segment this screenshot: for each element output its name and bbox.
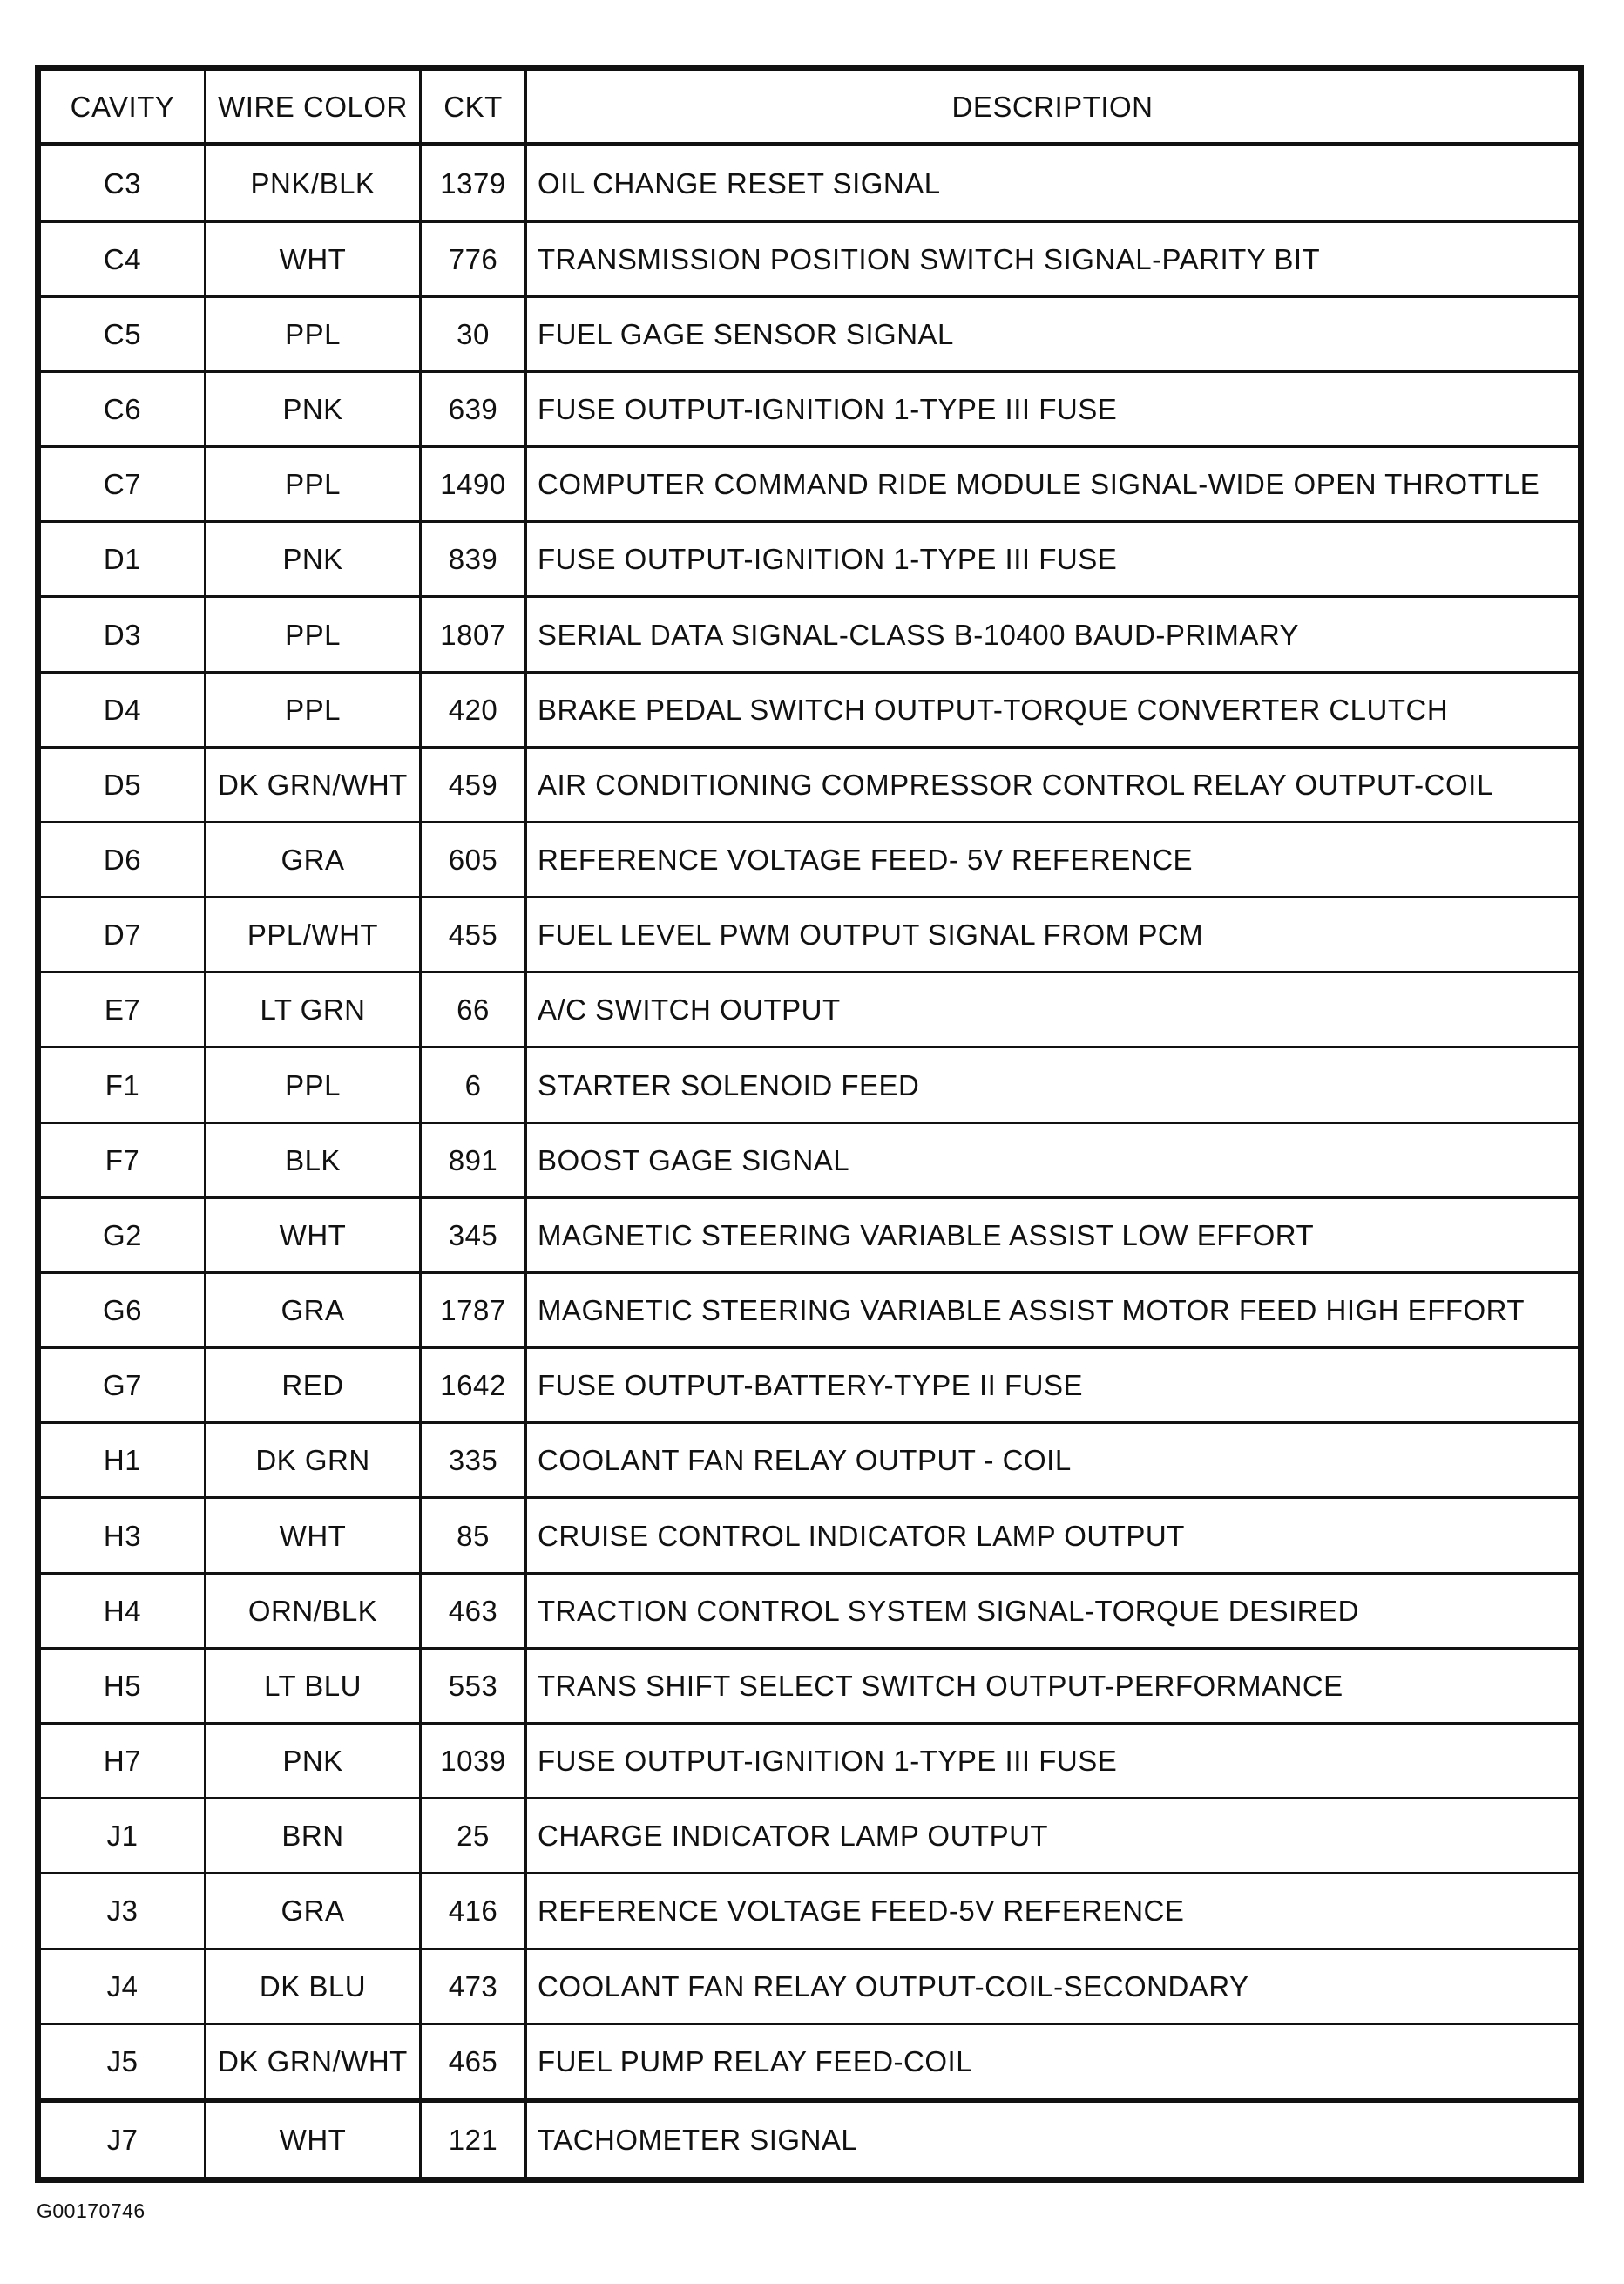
table-row (40, 522, 1580, 597)
cell-description: FUEL LEVEL PWM OUTPUT SIGNAL FROM PCM (526, 898, 1580, 973)
table-row (40, 1047, 1580, 1122)
cell-wire-color: PPL (206, 597, 421, 672)
cell-description: TRANS SHIFT SELECT SWITCH OUTPUT-PERFORMANCE (526, 1648, 1580, 1723)
cell-description: COOLANT FAN RELAY OUTPUT - COIL (526, 1423, 1580, 1498)
cell-cavity: C4 (40, 221, 206, 296)
table-row (40, 822, 1580, 897)
table-row (40, 1573, 1580, 1648)
figure-code: G00170746 (37, 2199, 145, 2222)
cell-cavity: F7 (40, 1122, 206, 1197)
cell-cavity: G2 (40, 1197, 206, 1272)
cell-ckt: 1807 (421, 597, 526, 672)
cell-ckt: 839 (421, 522, 526, 597)
cell-ckt: 121 (421, 2101, 526, 2179)
cell-wire-color: PPL (206, 1047, 421, 1122)
cell-ckt: 345 (421, 1197, 526, 1272)
cell-description: MAGNETIC STEERING VARIABLE ASSIST MOTOR FEED HIGH EFFORT (526, 1272, 1580, 1347)
cell-ckt: 1787 (421, 1272, 526, 1347)
cell-cavity: J5 (40, 2023, 206, 2101)
cell-description: CHARGE INDICATOR LAMP OUTPUT (526, 1799, 1580, 1874)
table-row (40, 1272, 1580, 1347)
cell-wire-color: GRA (206, 1874, 421, 1949)
cell-wire-color: ORN/BLK (206, 1573, 421, 1648)
cell-description: FUSE OUTPUT-IGNITION 1-TYPE III FUSE (526, 522, 1580, 597)
cell-wire-color: PPL (206, 672, 421, 747)
cell-wire-color: DK GRN (206, 1423, 421, 1498)
cell-cavity: H3 (40, 1498, 206, 1573)
cell-ckt: 85 (421, 1498, 526, 1573)
cell-description: CRUISE CONTROL INDICATOR LAMP OUTPUT (526, 1498, 1580, 1573)
cell-cavity: J1 (40, 1799, 206, 1874)
cell-description: COOLANT FAN RELAY OUTPUT-COIL-SECONDARY (526, 1949, 1580, 2023)
cell-ckt: 1490 (421, 447, 526, 522)
cell-description: STARTER SOLENOID FEED (526, 1047, 1580, 1122)
table-row (40, 1197, 1580, 1272)
cell-cavity: H5 (40, 1648, 206, 1723)
cell-cavity: D1 (40, 522, 206, 597)
cell-ckt: 1379 (421, 145, 526, 222)
cell-cavity: D3 (40, 597, 206, 672)
header-ckt: CKT (421, 71, 526, 145)
cell-description: AIR CONDITIONING COMPRESSOR CONTROL RELAY OUTPUT-COIL (526, 747, 1580, 822)
cell-cavity: C5 (40, 296, 206, 371)
cell-wire-color: GRA (206, 822, 421, 897)
cell-ckt: 455 (421, 898, 526, 973)
cell-wire-color: LT BLU (206, 1648, 421, 1723)
cell-description: SERIAL DATA SIGNAL-CLASS B-10400 BAUD-PRIMARY (526, 597, 1580, 672)
cell-cavity: H4 (40, 1573, 206, 1648)
cell-description: COMPUTER COMMAND RIDE MODULE SIGNAL-WIDE OPEN THROTTLE (526, 447, 1580, 522)
table-row (40, 145, 1580, 222)
cell-wire-color: DK GRN/WHT (206, 747, 421, 822)
cell-cavity: D4 (40, 672, 206, 747)
cell-description: FUSE OUTPUT-BATTERY-TYPE II FUSE (526, 1348, 1580, 1423)
cell-description: BOOST GAGE SIGNAL (526, 1122, 1580, 1197)
cell-ckt: 335 (421, 1423, 526, 1498)
table-row (40, 898, 1580, 973)
table-row (40, 1498, 1580, 1573)
cell-wire-color: DK BLU (206, 1949, 421, 2023)
cell-wire-color: WHT (206, 1197, 421, 1272)
cell-description: TACHOMETER SIGNAL (526, 2101, 1580, 2179)
table-row (40, 1122, 1580, 1197)
cell-ckt: 30 (421, 296, 526, 371)
cell-cavity: D6 (40, 822, 206, 897)
cell-wire-color: PNK/BLK (206, 145, 421, 222)
table-row (40, 296, 1580, 371)
cell-ckt: 416 (421, 1874, 526, 1949)
table-header (40, 71, 1580, 145)
cell-description: FUSE OUTPUT-IGNITION 1-TYPE III FUSE (526, 1724, 1580, 1799)
table-row (40, 1799, 1580, 1874)
header-row (40, 71, 1580, 145)
connector-pinout-table (38, 69, 1580, 2179)
cell-wire-color: PNK (206, 522, 421, 597)
table-row (40, 597, 1580, 672)
cell-wire-color: PPL (206, 296, 421, 371)
table-row (40, 1724, 1580, 1799)
cell-cavity: C6 (40, 371, 206, 446)
cell-wire-color: WHT (206, 1498, 421, 1573)
table-row (40, 1874, 1580, 1949)
table-row (40, 1423, 1580, 1498)
cell-description: A/C SWITCH OUTPUT (526, 973, 1580, 1047)
cell-description: REFERENCE VOLTAGE FEED-5V REFERENCE (526, 1874, 1580, 1949)
cell-cavity: J7 (40, 2101, 206, 2179)
cell-ckt: 776 (421, 221, 526, 296)
cell-description: MAGNETIC STEERING VARIABLE ASSIST LOW EFFORT (526, 1197, 1580, 1272)
cell-description: BRAKE PEDAL SWITCH OUTPUT-TORQUE CONVERTER CLUTCH (526, 672, 1580, 747)
cell-wire-color: PNK (206, 1724, 421, 1799)
cell-ckt: 891 (421, 1122, 526, 1197)
table-row (40, 371, 1580, 446)
table-row (40, 447, 1580, 522)
cell-cavity: H7 (40, 1724, 206, 1799)
cell-wire-color: BRN (206, 1799, 421, 1874)
cell-wire-color: BLK (206, 1122, 421, 1197)
cell-description: TRANSMISSION POSITION SWITCH SIGNAL-PARITY BIT (526, 221, 1580, 296)
cell-ckt: 639 (421, 371, 526, 446)
table-row (40, 2101, 1580, 2179)
cell-cavity: G6 (40, 1272, 206, 1347)
cell-description: OIL CHANGE RESET SIGNAL (526, 145, 1580, 222)
cell-cavity: D7 (40, 898, 206, 973)
table-row (40, 221, 1580, 296)
cell-wire-color: PPL/WHT (206, 898, 421, 973)
cell-cavity: C3 (40, 145, 206, 222)
cell-wire-color: WHT (206, 2101, 421, 2179)
table-row (40, 973, 1580, 1047)
cell-wire-color: DK GRN/WHT (206, 2023, 421, 2101)
table-body (40, 145, 1580, 2179)
cell-description: FUEL GAGE SENSOR SIGNAL (526, 296, 1580, 371)
cell-cavity: F1 (40, 1047, 206, 1122)
cell-cavity: E7 (40, 973, 206, 1047)
cell-cavity: J3 (40, 1874, 206, 1949)
cell-description: FUSE OUTPUT-IGNITION 1-TYPE III FUSE (526, 371, 1580, 446)
cell-ckt: 465 (421, 2023, 526, 2101)
table-row (40, 2023, 1580, 2101)
cell-ckt: 553 (421, 1648, 526, 1723)
cell-wire-color: PPL (206, 447, 421, 522)
cell-ckt: 6 (421, 1047, 526, 1122)
cell-cavity: C7 (40, 447, 206, 522)
cell-wire-color: GRA (206, 1272, 421, 1347)
cell-wire-color: PNK (206, 371, 421, 446)
cell-cavity: G7 (40, 1348, 206, 1423)
cell-cavity: D5 (40, 747, 206, 822)
table-row (40, 1648, 1580, 1723)
cell-description: FUEL PUMP RELAY FEED-COIL (526, 2023, 1580, 2101)
cell-wire-color: WHT (206, 221, 421, 296)
connector-pinout-table-frame (35, 65, 1584, 2183)
cell-cavity: J4 (40, 1949, 206, 2023)
table-row (40, 1949, 1580, 2023)
header-cavity: CAVITY (40, 71, 206, 145)
cell-ckt: 420 (421, 672, 526, 747)
cell-cavity: H1 (40, 1423, 206, 1498)
table-row (40, 1348, 1580, 1423)
cell-ckt: 1039 (421, 1724, 526, 1799)
cell-ckt: 66 (421, 973, 526, 1047)
header-wire-color: WIRE COLOR (206, 71, 421, 145)
cell-ckt: 25 (421, 1799, 526, 1874)
cell-wire-color: LT GRN (206, 973, 421, 1047)
table-row (40, 747, 1580, 822)
cell-ckt: 459 (421, 747, 526, 822)
cell-ckt: 463 (421, 1573, 526, 1648)
cell-ckt: 473 (421, 1949, 526, 2023)
cell-ckt: 605 (421, 822, 526, 897)
table-row (40, 672, 1580, 747)
cell-wire-color: RED (206, 1348, 421, 1423)
cell-ckt: 1642 (421, 1348, 526, 1423)
cell-description: TRACTION CONTROL SYSTEM SIGNAL-TORQUE DESIRED (526, 1573, 1580, 1648)
header-description: DESCRIPTION (526, 71, 1580, 145)
cell-description: REFERENCE VOLTAGE FEED- 5V REFERENCE (526, 822, 1580, 897)
